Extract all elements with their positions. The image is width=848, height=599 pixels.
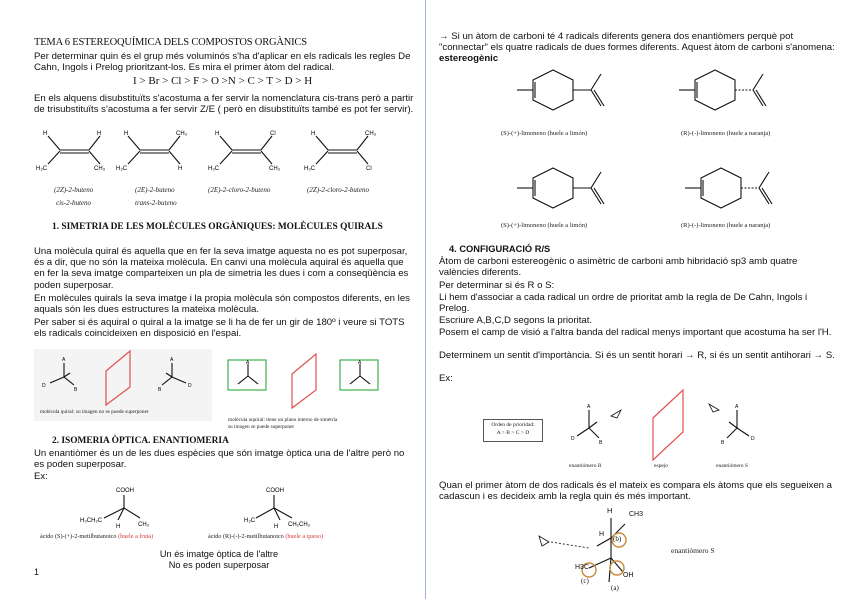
svg-text:H: H (311, 131, 316, 137)
enantiomer-s-label: enantiómero S (716, 463, 748, 469)
achiral-molecule-left (238, 360, 258, 384)
priority-order: I > Br > Cl > F > O >N > C > T > D > H (133, 75, 313, 87)
svg-text:B: B (74, 387, 78, 393)
svg-text:B: B (599, 440, 603, 446)
svg-text:H: H (43, 131, 48, 137)
stereogenic-intro-text: → Si un àtom de carboni té 4 radicals diferents genera dos enantiòmers perquè pot "connectar" els quatre radicals de dues formes diferents. Aquest àtom de carboni s'anomena: (439, 31, 835, 54)
svg-text:A: A (358, 360, 362, 366)
section4-paragraph-1: Àtom de carboni estereogènic o asimètric de carboni amb hibridació sp3 amb quatre valències diferents. (439, 256, 798, 279)
limonene-structures (439, 66, 837, 234)
acid-structures (34, 484, 414, 534)
svg-text:D: D (751, 436, 755, 442)
alkenes-paragraph: En els alquens disubstituïts s'acostuma a fer servir la nomenclatura cis-trans però a partir de trisubstituïts s'acostuma a fer servir Z/E ( però en disubstituïts també es pot fer servir). (34, 93, 414, 116)
priority-box-line-1: Orden de prioridad: (491, 422, 535, 428)
section1-heading: 1. SIMETRIA DE LES MOLÈCULES ORGÀNIQUES: MOLÈCULES QUIRALS (52, 222, 383, 232)
svg-text:D: D (188, 383, 192, 389)
mol-label-a: (a) (611, 584, 619, 592)
section4-paragraph-2: Per determinar si és R o S: (439, 280, 555, 291)
svg-text:A: A (735, 404, 739, 410)
svg-text:CH₃: CH₃ (94, 166, 106, 172)
svg-text:Cl: Cl (366, 166, 372, 172)
r-2-methylbutanoic-acid (244, 488, 311, 530)
acid-caption-s (40, 533, 153, 540)
caption-cis-butene: cis-2-buteno (56, 199, 91, 207)
section4-paragraph-4: Escriure A,B,C,D segons la prioritat. (439, 315, 593, 326)
page-number: 1 (34, 567, 40, 577)
acid-caption-r (208, 533, 323, 540)
acid-name-s: ácido (S)-(+)-2-metilbutanoico (40, 533, 117, 540)
achiral-molecule-right (350, 360, 370, 384)
svg-text:H₃C: H₃C (304, 166, 316, 172)
svg-text:COOH: COOH (266, 488, 284, 494)
svg-text:A: A (170, 357, 174, 363)
mirror-plane (106, 351, 130, 405)
svg-text:A: A (587, 404, 591, 410)
cis-2-butene-structure (36, 131, 106, 172)
svg-text:COOH: COOH (116, 488, 134, 494)
mol-label-b: (b) (613, 535, 622, 543)
achiral-mirror-plane (292, 354, 316, 408)
highlight-circle-a (610, 561, 624, 575)
rs-example (439, 388, 837, 468)
svg-text:H₃C: H₃C (208, 166, 220, 172)
svg-text:CH₃: CH₃ (138, 522, 150, 528)
svg-text:H₃C: H₃C (36, 166, 48, 172)
bottom-note (134, 549, 304, 571)
2E-2-chloro-2-butene-structure (208, 131, 281, 172)
chiral-caption: molécula quiral: su imagen no se puede superponer (40, 409, 149, 415)
section2-paragraph: Un enantiòmer és un de les dues espècies que són imatge òptica una de l'altre però no es poden superposar. (34, 448, 405, 471)
svg-text:B: B (721, 440, 725, 446)
svg-text:H₃C: H₃C (116, 166, 128, 172)
achiral-image (226, 354, 401, 430)
mol-label-oh: OH (623, 572, 634, 579)
limonene-caption-1: (S)-(+)-limoneno (huele a limón) (501, 130, 588, 137)
stereogenic-intro (439, 31, 837, 65)
mol-label-h3c: H3C (575, 564, 590, 571)
limonene-caption-2: (R)-(-)-limoneno (huele a naranja) (681, 130, 771, 137)
section4-paragraph-3: Li hem d'associar a cada radical un ordre de prioritat amb la regla de De Cahn, Ingols i Prelog. (439, 292, 808, 315)
svg-text:H: H (178, 166, 183, 172)
limonene-caption-3: (S)-(+)-limoneno (huele a limón) (501, 222, 588, 229)
achiral-caption-2: su imagen se puede superponer (228, 424, 295, 430)
limonene-r-1 (679, 70, 766, 110)
page-divider (425, 0, 426, 599)
section4-paragraph-5: Posem el camp de visió a l'altra banda del radical menys important que acostuma ha ser l'H. (439, 327, 832, 338)
eye-icon-final (539, 536, 549, 546)
bottom-note-line-1: Un és imatge òptica de l'altre (159, 549, 279, 559)
chiral-molecule-right (158, 357, 192, 393)
section4-heading: 4. CONFIGURACIÓ R/S (449, 244, 551, 254)
bottom-note-line-2: No es poden superposar (168, 560, 270, 570)
svg-text:H: H (215, 131, 220, 137)
chiral-image (34, 349, 212, 421)
svg-text:CH₃: CH₃ (269, 166, 281, 172)
page-title: TEMA 6 ESTEREOQUÍMICA DELS COMPOSTOS ORGÀNICS (34, 37, 307, 48)
final-molecule (439, 504, 837, 598)
final-enantiomer-label: enantiómero S (671, 546, 715, 555)
priority-box-line-2: A > B > C > D (496, 430, 530, 436)
limonene-s-2 (517, 168, 604, 208)
svg-text:H: H (274, 524, 279, 530)
achiral-caption-1: molécula aquiral: tiene un plano interno de simetría (228, 417, 338, 423)
svg-text:CH₃: CH₃ (176, 131, 188, 137)
enantiomer-r-structure (571, 404, 621, 446)
limonene-r-2 (685, 168, 772, 208)
svg-text:H: H (116, 524, 121, 530)
svg-text:CH₂CH₃: CH₂CH₃ (288, 522, 311, 528)
alkene-structures (34, 128, 414, 178)
caption-2z-butene: (2Z)-2-buteno (54, 186, 94, 194)
mirror-plane-rs (653, 390, 683, 460)
svg-text:A: A (246, 360, 250, 366)
stereogenic-term: estereogènic (439, 53, 499, 65)
limonene-s-1 (517, 70, 604, 110)
svg-text:H₃CH₂C: H₃CH₂C (80, 518, 103, 524)
chiral-molecule-left (42, 357, 78, 393)
svg-text:D: D (42, 383, 46, 389)
limonene-caption-4: (R)-(-)-limoneno (huele a naranja) (681, 222, 771, 229)
mol-label-c: (c) (581, 577, 589, 585)
svg-text:B: B (158, 387, 162, 393)
mol-label-ch3: CH3 (629, 511, 644, 518)
acid-smell-fruit: (huele a fruta) (118, 533, 154, 540)
section1-paragraph-2: En molècules quirals la seva imatge i la propia molècula són compostos diferents, en les aquals són les dues estructures la mateixa molècula. (34, 293, 410, 316)
mirror-label: espejo (654, 463, 669, 469)
example-label-right: Ex: (439, 373, 453, 384)
section2-heading: 2. ISOMERIA ÒPTICA. ENANTIOMERIA (52, 436, 229, 446)
svg-text:D: D (571, 436, 575, 442)
acid-smell-cheese: (huele a queso) (285, 533, 324, 540)
caption-2e-butene: (2E)-2-buteno (135, 186, 175, 194)
svg-text:H: H (124, 131, 129, 137)
svg-text:H: H (97, 131, 102, 137)
svg-text:CH₃: CH₃ (365, 131, 377, 137)
2Z-2-chloro-2-butene-structure (304, 131, 377, 172)
caption-trans-butene: trans-2-buteno (135, 199, 177, 207)
caption-2z-chloro: (2Z)-2-cloro-2-buteno (307, 186, 369, 194)
mol-label-h-left: H (599, 531, 605, 538)
section4-paragraph-7: Quan el primer àtom de dos radicals és el mateix es compara els àtoms que els segueixen a cadascun i es decideix amb la regla quin és més important. (439, 480, 833, 503)
intro-paragraph: Per determinar quin és el grup més voluminós s'ha d'aplicar en els radicals les regles De Cahn, Ingols i Prelog prioritzant-los. Es mira el primer àtom del radical. (34, 51, 411, 74)
eye-icon-s (709, 404, 719, 412)
svg-text:A: A (62, 357, 66, 363)
s-2-methylbutanoic-acid (80, 488, 150, 530)
section4-paragraph-6: Determinem un sentit d'importància. Si és un sentit horari → R, si és un sentit antihorari → S. (439, 350, 835, 361)
example-label-left: Ex: (34, 471, 48, 482)
eye-icon-r (611, 410, 621, 418)
enantiomer-s-structure (709, 404, 755, 446)
svg-text:H₃C: H₃C (244, 518, 256, 524)
svg-text:Cl: Cl (270, 131, 276, 137)
section1-paragraph-3: Per saber si és aquiral o quiral a la imatge se li ha de fer un gir de 180º i veure si TOTS els radicals coincideixen en disposició en l'espai. (34, 317, 405, 340)
trans-2-butene-structure (116, 131, 188, 172)
enantiomer-r-label: enantiómero R (569, 463, 602, 469)
caption-2e-chloro: (2E)-2-cloro-2-buteno (208, 186, 271, 194)
acid-name-r: ácido (R)-(-)-2-metilbutanoico (208, 533, 284, 540)
mol-label-h-top: H (607, 506, 613, 515)
section1-paragraph-1: Una molècula quiral és aquella que en fer la seva imatge aquesta no es pot superposar, és a dir, que no són la mateixa molècula. En canvi una molècula aquiral és aquella que en fer la seva imatge comparteixen un pla de simetria les dues i com a conseqüència es poden superposar. (34, 246, 409, 291)
